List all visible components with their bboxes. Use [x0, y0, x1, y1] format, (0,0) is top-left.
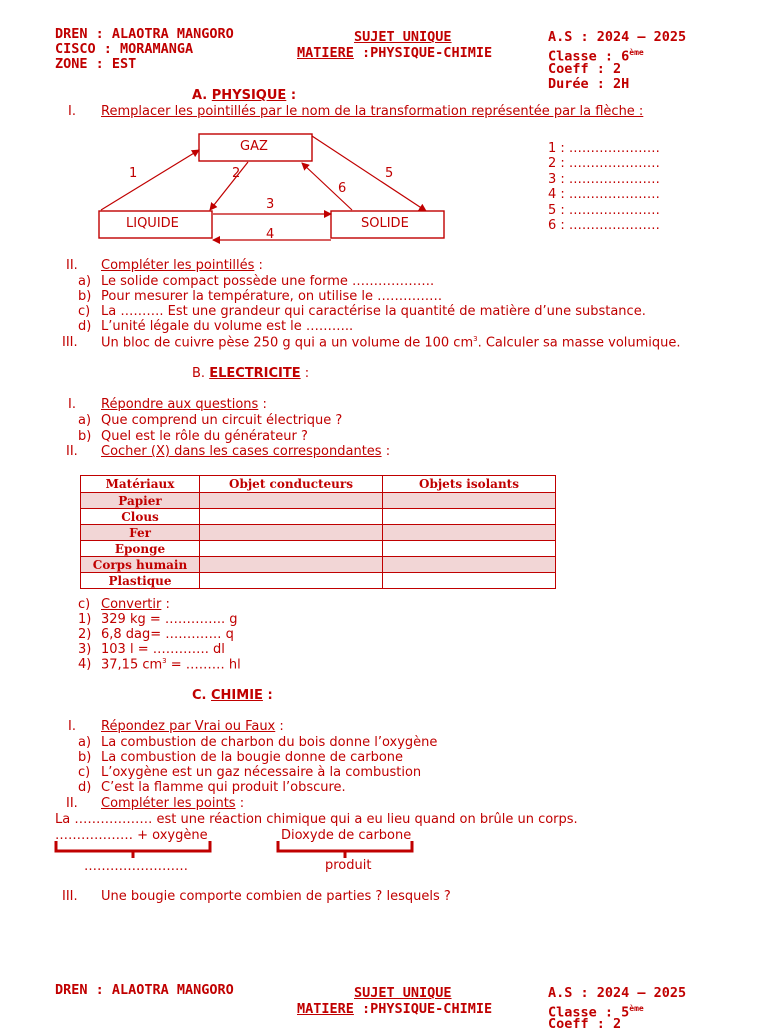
q-title: Répondre aux questions — [101, 397, 259, 412]
zone-label: ZONE : EST — [55, 56, 137, 72]
list-item: La ………. Est une grandeur qui caractérise la quantité de matière d’une substance. — [101, 304, 646, 319]
section-suffix: : — [286, 88, 297, 103]
arrow-label-5: 5 — [385, 166, 394, 181]
duree: Durée : 2H — [548, 76, 630, 92]
item-num: 1) — [78, 612, 92, 627]
q3-text: Un bloc de cuivre pèse 250 g qui a un volume de 100 cm — [101, 335, 474, 351]
matiere-value: :PHYSIQUE-CHIMIE — [353, 45, 493, 61]
product-name: Dioxyde de carbone — [281, 828, 412, 843]
material-cell: Papier — [81, 493, 200, 509]
conversion-item: 103 l = …………. dl — [101, 642, 225, 657]
blank-5: 5 : ………………… — [548, 203, 660, 218]
footer-coeff: Coeff : 2 — [548, 1016, 622, 1032]
physique-q1-text: Remplacer les pointillés par le nom de la transformation représentée par la flèche : — [101, 104, 644, 119]
blank-2: 2 : ………………… — [548, 156, 660, 171]
table-header: Objet conducteurs — [200, 476, 383, 493]
cisco-label: CISCO : MORAMANGA — [55, 41, 194, 57]
section-suffix: : — [262, 688, 273, 703]
q3-end: . Calculer sa masse volumique. — [477, 335, 681, 351]
list-item: Quel est le rôle du générateur ? — [101, 429, 308, 444]
solide-label: SOLIDE — [361, 216, 409, 231]
material-cell: Clous — [81, 509, 200, 525]
blank-1: 1 : ………………… — [548, 141, 660, 156]
blank-4: 4 : ………………… — [548, 187, 660, 202]
item-letter: a) — [78, 413, 92, 428]
item-letter: c) — [78, 597, 91, 612]
list-item: Que comprend un circuit électrique ? — [101, 413, 343, 428]
classe-sup: ème — [629, 1004, 644, 1013]
q-num: III. — [62, 889, 78, 904]
q-suffix: : — [275, 719, 284, 734]
q-title: Convertir — [101, 597, 162, 612]
material-cell: Plastique — [81, 573, 200, 589]
conv-end: = ……… hl — [166, 657, 241, 673]
gaz-label: GAZ — [240, 139, 268, 154]
material-cell: Eponge — [81, 541, 200, 557]
section-name: PHYSIQUE — [211, 88, 287, 103]
item-num: 4) — [78, 657, 92, 672]
matiere-label: MATIERE — [297, 45, 354, 61]
conversion-item: 329 kg = ………….. g — [101, 612, 238, 627]
section-name: CHIMIE — [211, 688, 263, 703]
q-num: I. — [68, 719, 76, 734]
arrow-label-1: 1 — [129, 166, 138, 181]
list-item: L’oxygène est un gaz nécessaire à la combustion — [101, 765, 422, 780]
reactants: ……………… + oxygène — [55, 828, 208, 843]
item-letter: d) — [78, 319, 92, 334]
list-item: Le solide compact possède une forme ………………. — [101, 274, 435, 289]
material-cell: Corps humain — [81, 557, 200, 573]
q-suffix: : — [258, 397, 267, 412]
item-letter: a) — [78, 735, 92, 750]
table-header: Matériaux — [81, 476, 200, 493]
item-num: 3) — [78, 642, 92, 657]
annee-scolaire: A.S : 2024 – 2025 — [548, 29, 687, 45]
footer-sujet-unique: SUJET UNIQUE — [354, 985, 452, 1001]
q-title: Compléter les points — [101, 796, 236, 811]
list-item: La combustion de la bougie donne de carbone — [101, 750, 404, 765]
classe-sup: ème — [629, 48, 644, 57]
classe-text: Classe : 6 — [548, 48, 630, 65]
item-num: 2) — [78, 627, 92, 642]
chimie-q3-text: Une bougie comporte combien de parties ? lesquels ? — [101, 889, 451, 904]
list-item: L’unité légale du volume est le ……….. — [101, 319, 354, 334]
q-suffix: : — [381, 444, 391, 459]
q-num: II. — [66, 258, 78, 273]
q-num: I. — [68, 104, 76, 119]
arrow-label-3: 3 — [266, 197, 275, 212]
conversion-item: 6,8 dag= …………. q — [101, 627, 234, 642]
reactant-blank: …………………… — [84, 859, 188, 874]
q-suffix: : — [161, 597, 170, 612]
section-suffix: : — [300, 366, 310, 381]
blank-3: 3 : ………………… — [548, 172, 660, 187]
section-letter: A. — [192, 88, 208, 103]
q-title: Répondez par Vrai ou Faux — [101, 719, 276, 734]
q-suffix: : — [235, 796, 245, 811]
sujet-unique: SUJET UNIQUE — [354, 29, 452, 45]
classe-text: Classe : 5 — [548, 1004, 630, 1021]
conv-sup: 3 — [162, 657, 167, 665]
q-num: III. — [62, 335, 78, 350]
matiere-value: :PHYSIQUE-CHIMIE — [353, 1001, 493, 1017]
matiere-label: MATIERE — [297, 1001, 354, 1017]
material-cell: Fer — [81, 525, 200, 541]
arrow-label-4: 4 — [266, 227, 275, 242]
q3-sup: 3 — [473, 335, 478, 343]
liquide-label: LIQUIDE — [126, 216, 179, 231]
q-title: Compléter les pointillés — [101, 258, 255, 273]
reactant-bracket — [56, 841, 210, 851]
footer-annee-scolaire: A.S : 2024 – 2025 — [548, 985, 687, 1001]
item-letter: d) — [78, 780, 92, 795]
blank-6: 6 : ………………… — [548, 218, 660, 233]
list-item: Pour mesurer la température, on utilise le …………… — [101, 289, 443, 304]
q-num: II. — [66, 796, 78, 811]
item-letter: b) — [78, 750, 92, 765]
product-label: produit — [325, 858, 372, 873]
list-item: C’est la flamme qui produit l’obscure. — [101, 780, 346, 795]
q-num: II. — [66, 444, 78, 459]
reaction-line: La ……………… est une réaction chimique qui a eu lieu quand on brûle un corps. — [55, 812, 578, 827]
section-name: ELECTRICITE — [209, 366, 301, 381]
list-item: La combustion de charbon du bois donne l’oxygène — [101, 735, 438, 750]
product-bracket — [278, 841, 412, 851]
item-letter: b) — [78, 289, 92, 304]
item-letter: c) — [78, 765, 91, 780]
table-header: Objets isolants — [383, 476, 556, 493]
item-letter: a) — [78, 274, 92, 289]
coeff: Coeff : 2 — [548, 61, 622, 77]
q-suffix: : — [254, 258, 263, 273]
arrow-label-6: 6 — [338, 181, 347, 196]
footer-matiere-line — [297, 1001, 492, 1017]
item-letter: b) — [78, 429, 92, 444]
q-num: I. — [68, 397, 76, 412]
section-letter: B. — [192, 366, 206, 381]
section-letter: C. — [192, 688, 207, 703]
arrow-label-2: 2 — [232, 166, 241, 181]
item-letter: c) — [78, 304, 91, 319]
q-title: Cocher (X) dans les cases correspondantes — [101, 444, 382, 459]
conv-text: 37,15 cm — [101, 657, 163, 673]
footer-dren-label: DREN : ALAOTRA MANGORO — [55, 982, 234, 998]
dren-label: DREN : ALAOTRA MANGORO — [55, 26, 234, 42]
